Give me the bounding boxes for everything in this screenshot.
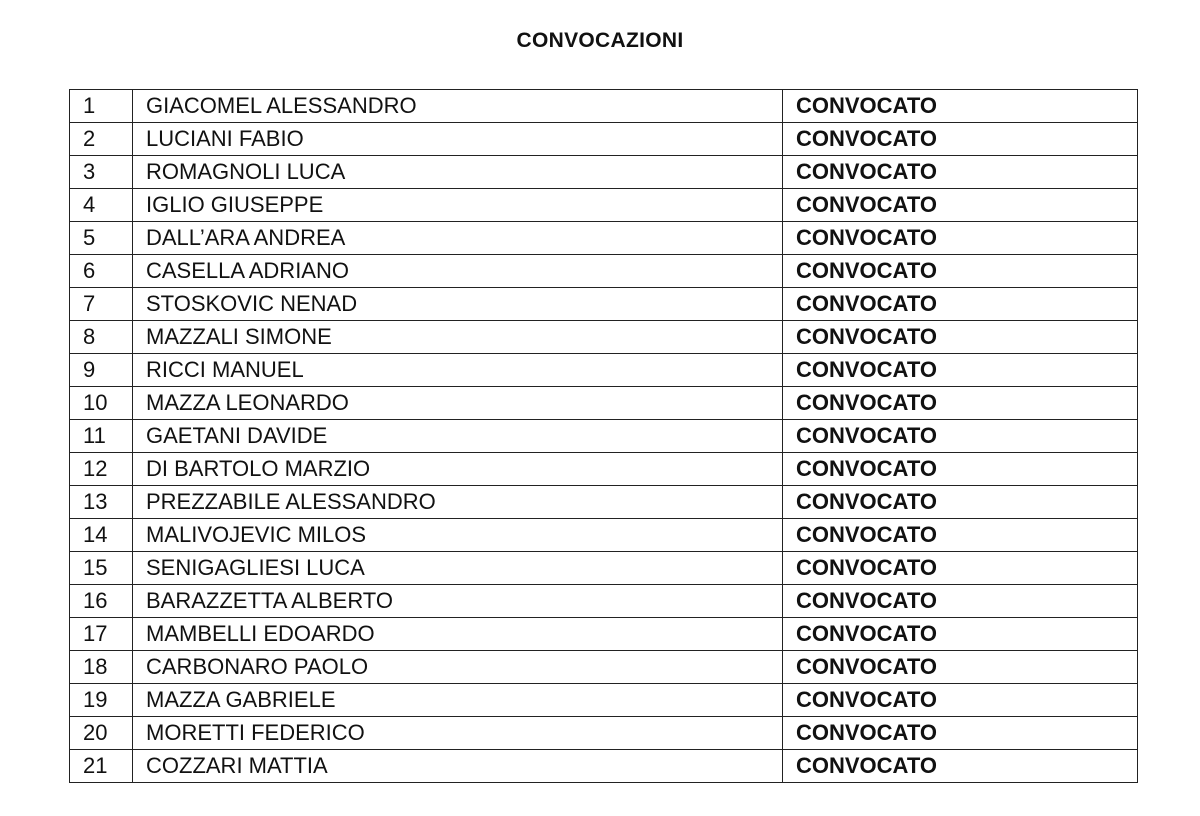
table-row: [70, 156, 1138, 189]
status-cell: CONVOCATO: [783, 618, 1138, 651]
table-row: [70, 519, 1138, 552]
player-name-cell: MAZZALI SIMONE: [133, 321, 783, 354]
player-name-cell: LUCIANI FABIO: [133, 123, 783, 156]
row-number-cell: 12: [70, 453, 133, 486]
table-row: [70, 354, 1138, 387]
status-cell: CONVOCATO: [783, 255, 1138, 288]
status-cell: CONVOCATO: [783, 585, 1138, 618]
table-row: [70, 618, 1138, 651]
table-row: [70, 684, 1138, 717]
table-row: [70, 651, 1138, 684]
status-cell: CONVOCATO: [783, 222, 1138, 255]
status-cell: CONVOCATO: [783, 123, 1138, 156]
status-cell: CONVOCATO: [783, 321, 1138, 354]
player-name-cell: CASELLA ADRIANO: [133, 255, 783, 288]
table-row: [70, 453, 1138, 486]
row-number-cell: 14: [70, 519, 133, 552]
status-cell: CONVOCATO: [783, 453, 1138, 486]
row-number-cell: 19: [70, 684, 133, 717]
row-number-cell: 16: [70, 585, 133, 618]
status-cell: CONVOCATO: [783, 354, 1138, 387]
player-name-cell: PREZZABILE ALESSANDRO: [133, 486, 783, 519]
player-name-cell: SENIGAGLIESI LUCA: [133, 552, 783, 585]
row-number-cell: 20: [70, 717, 133, 750]
player-name-cell: BARAZZETTA ALBERTO: [133, 585, 783, 618]
row-number-cell: 18: [70, 651, 133, 684]
player-name-cell: DI BARTOLO MARZIO: [133, 453, 783, 486]
table-row: [70, 123, 1138, 156]
table-row: [70, 717, 1138, 750]
status-cell: CONVOCATO: [783, 486, 1138, 519]
player-name-cell: DALL’ARA ANDREA: [133, 222, 783, 255]
row-number-cell: 2: [70, 123, 133, 156]
roster-table: [69, 89, 1138, 783]
status-cell: CONVOCATO: [783, 552, 1138, 585]
table-row: [70, 387, 1138, 420]
table-row: [70, 420, 1138, 453]
player-name-cell: MAMBELLI EDOARDO: [133, 618, 783, 651]
status-cell: CONVOCATO: [783, 717, 1138, 750]
table-row: [70, 750, 1138, 783]
row-number-cell: 17: [70, 618, 133, 651]
table-row: [70, 552, 1138, 585]
row-number-cell: 21: [70, 750, 133, 783]
player-name-cell: STOSKOVIC NENAD: [133, 288, 783, 321]
row-number-cell: 8: [70, 321, 133, 354]
status-cell: CONVOCATO: [783, 684, 1138, 717]
status-cell: CONVOCATO: [783, 420, 1138, 453]
player-name-cell: GAETANI DAVIDE: [133, 420, 783, 453]
player-name-cell: MAZZA GABRIELE: [133, 684, 783, 717]
status-cell: CONVOCATO: [783, 750, 1138, 783]
status-cell: CONVOCATO: [783, 519, 1138, 552]
player-name-cell: COZZARI MATTIA: [133, 750, 783, 783]
row-number-cell: 3: [70, 156, 133, 189]
row-number-cell: 13: [70, 486, 133, 519]
table-row: [70, 189, 1138, 222]
roster-table-body: [70, 90, 1138, 783]
player-name-cell: RICCI MANUEL: [133, 354, 783, 387]
row-number-cell: 5: [70, 222, 133, 255]
table-row: [70, 486, 1138, 519]
table-row: [70, 90, 1138, 123]
row-number-cell: 6: [70, 255, 133, 288]
status-cell: CONVOCATO: [783, 189, 1138, 222]
page-title: CONVOCAZIONI: [516, 29, 684, 52]
row-number-cell: 15: [70, 552, 133, 585]
status-cell: CONVOCATO: [783, 651, 1138, 684]
row-number-cell: 1: [70, 90, 133, 123]
status-cell: CONVOCATO: [783, 387, 1138, 420]
player-name-cell: MALIVOJEVIC MILOS: [133, 519, 783, 552]
player-name-cell: IGLIO GIUSEPPE: [133, 189, 783, 222]
player-name-cell: MAZZA LEONARDO: [133, 387, 783, 420]
row-number-cell: 4: [70, 189, 133, 222]
table-row: [70, 222, 1138, 255]
player-name-cell: MORETTI FEDERICO: [133, 717, 783, 750]
player-name-cell: CARBONARO PAOLO: [133, 651, 783, 684]
table-row: [70, 585, 1138, 618]
row-number-cell: 10: [70, 387, 133, 420]
row-number-cell: 7: [70, 288, 133, 321]
row-number-cell: 9: [70, 354, 133, 387]
player-name-cell: ROMAGNOLI LUCA: [133, 156, 783, 189]
table-row: [70, 321, 1138, 354]
table-row: [70, 288, 1138, 321]
table-row: [70, 255, 1138, 288]
player-name-cell: GIACOMEL ALESSANDRO: [133, 90, 783, 123]
row-number-cell: 11: [70, 420, 133, 453]
status-cell: CONVOCATO: [783, 156, 1138, 189]
status-cell: CONVOCATO: [783, 90, 1138, 123]
status-cell: CONVOCATO: [783, 288, 1138, 321]
